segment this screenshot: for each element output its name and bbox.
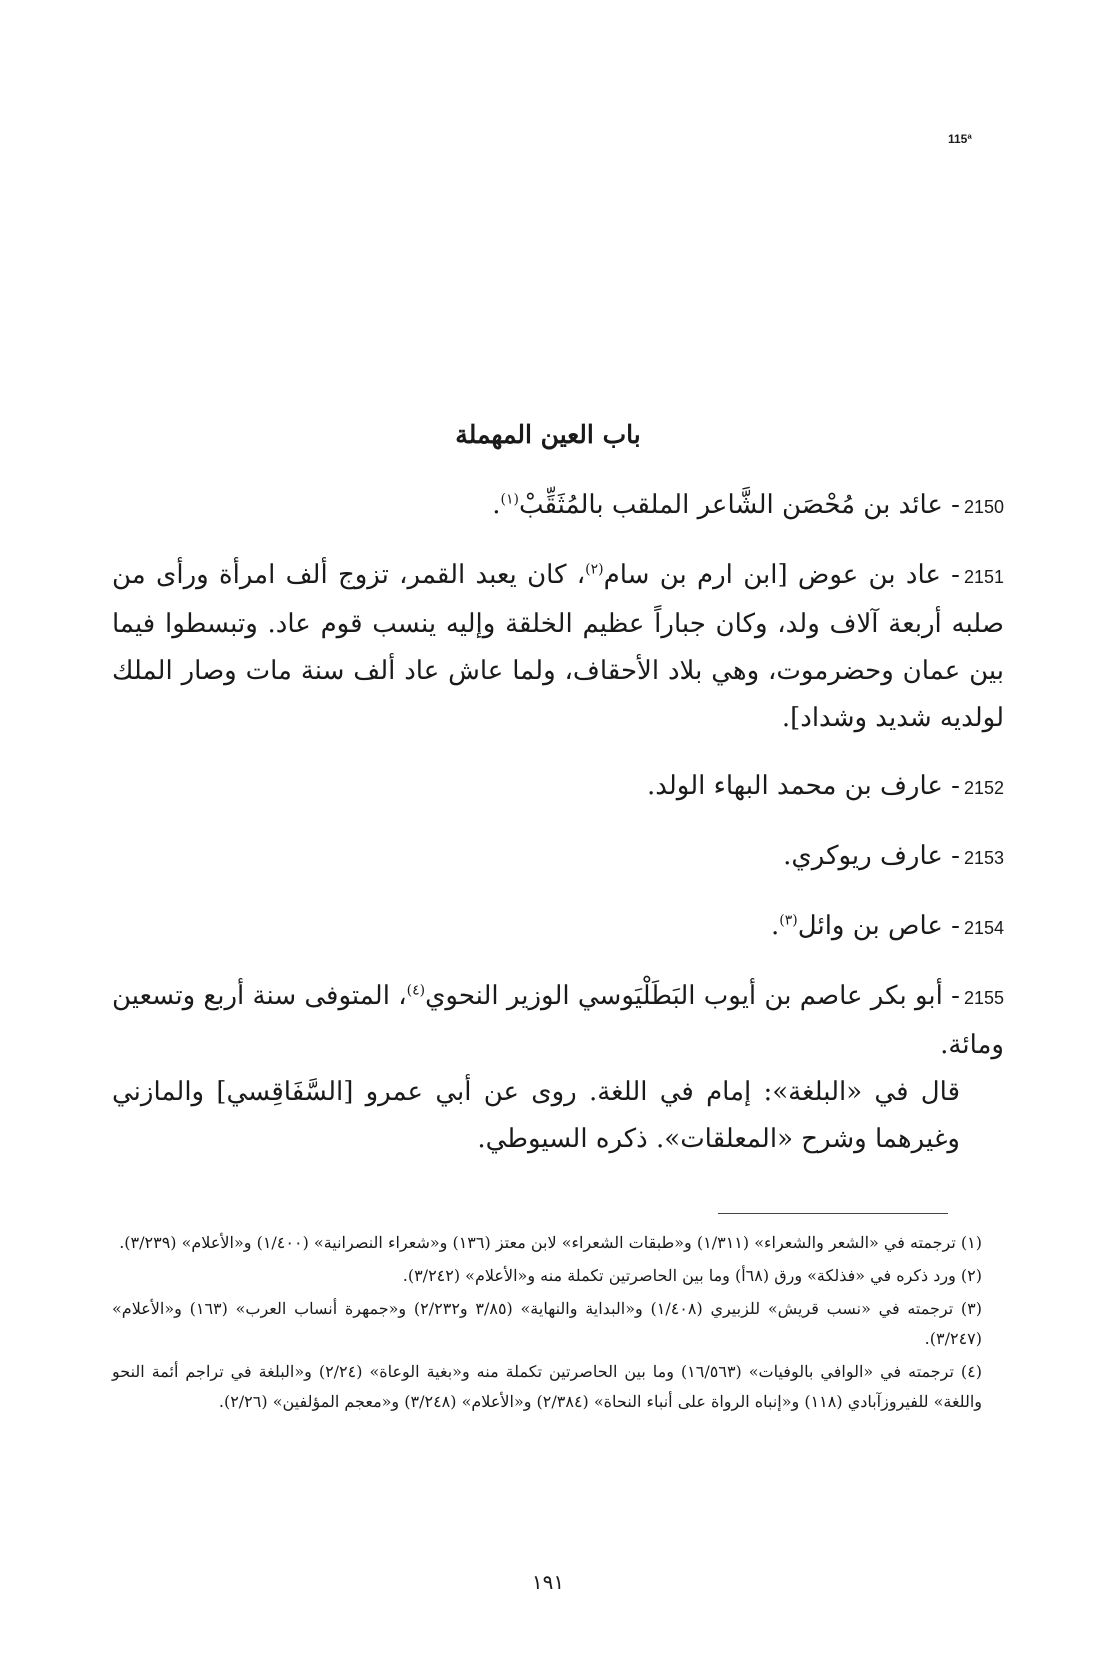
entries-list [112, 482, 1004, 1184]
entry-number: 2150 [963, 497, 1004, 517]
entry-continuation: قال في «البلغة»: إمام في اللغة. روى عن أبي عمرو [السَّفَاقِسي] والمازني وغيرهما وشرح «المعلقات». ذكره السيوطي. [112, 1077, 960, 1154]
entry-tail: . [492, 490, 501, 520]
entry-tail: ، المتوفى سنة أربع وتسعين ومائة. [111, 981, 1004, 1060]
footnote-divider [718, 1213, 948, 1214]
entry-text: - أبو بكر عاصم بن أيوب البَطَلْيَوسي الوزير النحوي [425, 981, 960, 1011]
footnote-ref: (١) [500, 491, 519, 508]
entry-text: - عارف ريوكري. [783, 841, 960, 871]
page-number: ١٩١ [531, 1570, 565, 1594]
footnote-2: (٢) ورد ذكره في «فذلكة» ورق (٦٨أ) وما بين الحاصرتين تكملة منه و«الأعلام» (٣/٢٤٢). [402, 1266, 982, 1285]
footnotes [112, 1228, 982, 1420]
entry-2153 [112, 833, 1004, 882]
footnote-3: (٣) ترجمته في «نسب قريش» للزبيري (١/٤٠٨) و«البداية والنهاية» (٣/٨٥ و٢/٢٣٢) و«جمهرة أنساب العرب» (١٦٣) و«الأعلام» (٣/٢٤٧). [112, 1299, 983, 1348]
entry-number: 2153 [963, 848, 1004, 868]
entry-text: - عارف بن محمد البهاء الولد. [646, 771, 960, 801]
footnote-ref: (٤) [406, 982, 426, 999]
footnote-ref: (٣) [779, 912, 798, 929]
entry-tail: . [771, 911, 780, 941]
entry-2150 [112, 482, 1004, 531]
entry-number: 2151 [963, 567, 1004, 587]
entry-number: 2154 [963, 918, 1004, 938]
folio-number: 115ª [948, 132, 972, 146]
chapter-title: باب العين المهملة [455, 420, 641, 449]
entry-text: - عاص بن وائل [797, 911, 960, 941]
entry-2155 [112, 973, 1004, 1163]
entry-2151 [112, 552, 1004, 742]
entry-tail: ، كان يعبد القمر، تزوج ألف امرأة ورأى من صلبه أربعة آلاف ولد، وكان جباراً عظيم الخلقة وإليه ينسب قوم عاد. وتبسطوا فيما بين عمان وحضرموت، وهي بلاد الأحقاف، ولما عاش عاد ألف سنة مات وصار الملك لولديه شديد وشداد]. [112, 560, 1004, 733]
entry-text: - عائد بن مُحْصَن الشَّاعر الملقب بالمُثَقِّبْ [518, 490, 960, 520]
footnote-4: (٤) ترجمته في «الوافي بالوفيات» (١٦/٥٦٣) وما بين الحاصرتين تكملة منه و«بغية الوعاة» (٢/٢٤) و«البلغة في تراجم أئمة النحو واللغة» للفيروزآبادي (١١٨) و«إنباه الرواة على أنباء النحاة» (٢/٣٨٤) و«الأعلام» (٣/٢٤٨) و«معجم المؤلفين» (٢/٢٦). [112, 1362, 982, 1411]
footnote-1: (١) ترجمته في «الشعر والشعراء» (١/٣١١) و«طبقات الشعراء» لابن معتز (١٣٦) و«شعراء النصرانية» (١/٤٠٠) و«الأعلام» (٣/٢٣٩). [119, 1233, 982, 1252]
entry-number: 2152 [963, 778, 1004, 798]
entry-text: - عاد بن عوض [ابن ارم بن سام [603, 560, 960, 590]
footnote-ref: (٢) [585, 561, 604, 578]
entry-2152 [112, 763, 1004, 812]
entry-number: 2155 [963, 988, 1004, 1008]
entry-2154 [112, 903, 1004, 952]
